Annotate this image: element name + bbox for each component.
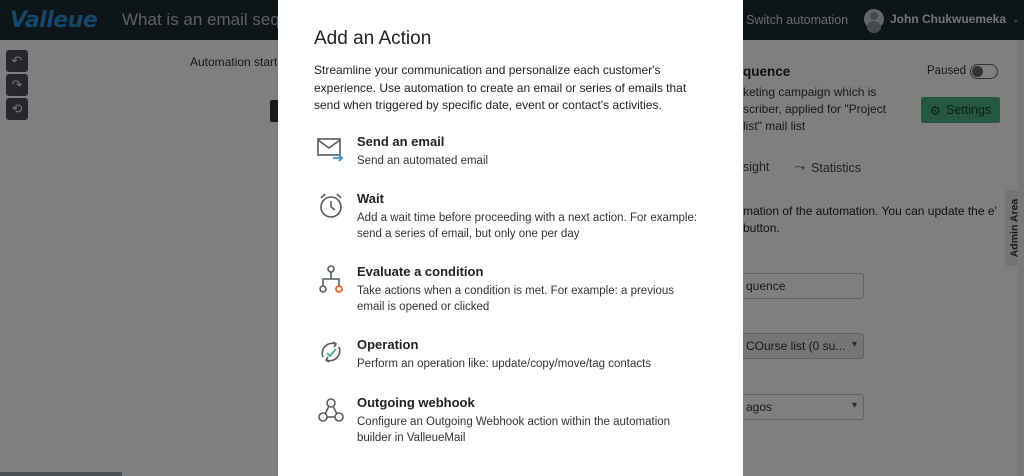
operation-cycle-icon bbox=[316, 337, 346, 367]
action-description: Add a wait time before proceeding with a next action. For example: send a series of email, but only one per day bbox=[357, 212, 698, 240]
webhook-icon bbox=[316, 395, 346, 425]
action-title: Evaluate a condition bbox=[357, 264, 484, 279]
action-send-email[interactable] bbox=[314, 134, 724, 174]
send-email-icon bbox=[316, 134, 346, 164]
modal-intro: Streamline your communication and personalize each customer's experience. Use automation to create an email or series of emails that send when triggered by specific date, event or contact's activities. bbox=[314, 63, 687, 112]
action-wait[interactable] bbox=[314, 191, 724, 243]
action-evaluate-condition[interactable] bbox=[314, 264, 724, 316]
action-title: Outgoing webhook bbox=[357, 395, 475, 410]
action-description: Take actions when a condition is met. For example: a previous email is opened or clicked bbox=[357, 285, 675, 313]
alarm-clock-icon bbox=[316, 191, 346, 221]
condition-branch-icon bbox=[316, 264, 346, 294]
action-description: Send an automated email bbox=[357, 155, 489, 167]
action-title: Operation bbox=[357, 337, 419, 352]
modal-title: Add an Action bbox=[314, 28, 432, 49]
action-operation[interactable] bbox=[314, 337, 724, 377]
action-outgoing-webhook[interactable] bbox=[314, 395, 724, 447]
action-description: Configure an Outgoing Webhook action within the automation builder in ValleueMail bbox=[357, 416, 671, 444]
action-title: Send an email bbox=[357, 134, 445, 149]
action-description: Perform an operation like: update/copy/move/tag contacts bbox=[357, 358, 652, 370]
add-action-modal bbox=[278, 0, 743, 476]
action-title: Wait bbox=[357, 191, 384, 206]
